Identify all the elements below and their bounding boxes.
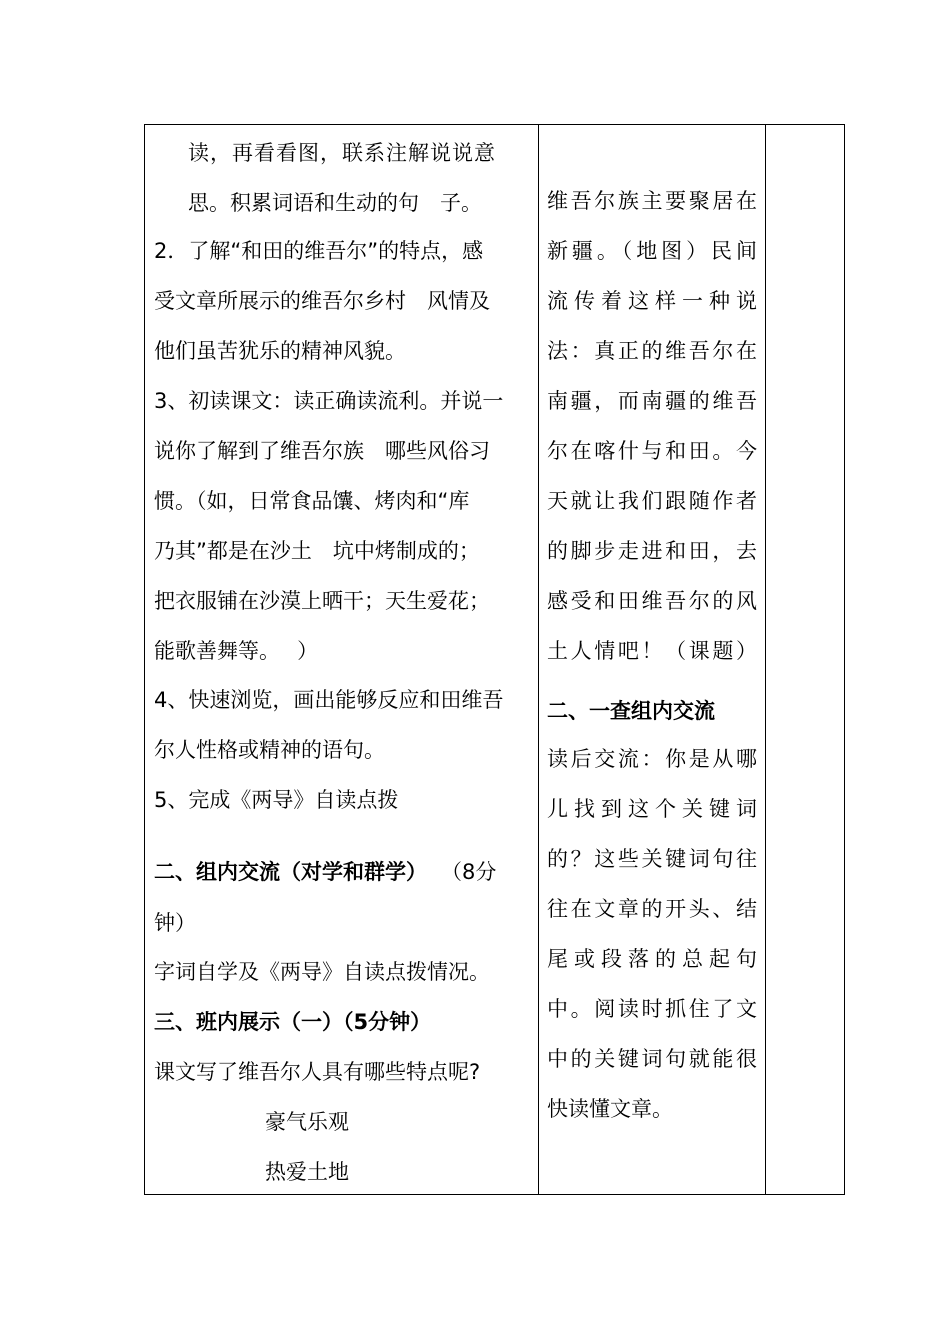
text-line: 3、初读课文：读正确读流利。并说一	[154, 389, 504, 413]
text-line: 尔人性格或精神的语句。	[154, 738, 385, 762]
text-line: 尾或段落的总起句	[547, 947, 757, 971]
text-line: 读后交流：你是从哪	[547, 747, 757, 771]
text-line: 往在文章的开头、结	[547, 897, 757, 921]
trait-item: 热爱土地	[265, 1160, 349, 1184]
section-question: 课文写了维吾尔人具有哪些特点呢?	[154, 1060, 481, 1084]
text-line: 惯。（如，日常食品馕、烤肉和“库	[154, 489, 470, 513]
text-line: 新疆。（地图）民间	[547, 239, 757, 263]
text-line: 感受和田维吾尔的风	[547, 589, 757, 613]
section-heading: 二、组内交流（对学和群学）	[154, 860, 427, 884]
text-line: 中的关键词句就能很	[547, 1047, 757, 1071]
text-line: 土人情吧！（课题）	[547, 639, 757, 663]
text-line: 维吾尔族主要聚居在	[547, 189, 757, 213]
text-line: 能歌善舞等。 ）	[154, 639, 319, 663]
text-line: 把衣服铺在沙漠上晒干；天生爱花；	[154, 589, 490, 613]
trait-item: 豪气乐观	[265, 1110, 349, 1134]
empty-third-column	[766, 125, 844, 1194]
text-line: 的？这些关键词句往	[547, 847, 757, 871]
section-body: 字词自学及《两导》自读点拨情况。	[154, 960, 490, 984]
text-line: 儿找到这个关键词	[547, 797, 757, 821]
section-heading: 三、班内展示（一）（5分钟）	[154, 1010, 432, 1034]
text-line: 他们虽苦犹乐的精神风貌。	[154, 339, 406, 363]
text-line: 说你了解到了维吾尔族 哪些风俗习	[154, 439, 490, 463]
text-line: 读，再看看图，联系注解说说意	[188, 141, 496, 165]
text-line: 快读懂文章。	[547, 1097, 673, 1121]
text-line: 5、完成《两导》自读点拨	[154, 788, 399, 812]
text-line: 的脚步走进和田，去	[547, 539, 757, 563]
text-line: 尔在喀什与和田。今	[547, 439, 757, 463]
text-line: 南疆，而南疆的维吾	[547, 389, 757, 413]
text-line: 流传着这样一种说	[547, 289, 757, 313]
text-line: 4、快速浏览，画出能够反应和田维吾	[154, 688, 504, 712]
text-line: 法：真正的维吾尔在	[547, 339, 757, 363]
section-heading: 二、一查组内交流	[547, 699, 715, 723]
section-time-continued: 钟）	[154, 911, 196, 935]
column-divider-1	[538, 125, 539, 1194]
text-line: 2．了解“和田的维吾尔”的特点，感	[154, 239, 484, 263]
text-line: 受文章所展示的维吾尔乡村 风情及	[154, 289, 490, 313]
section-time: （8分	[441, 860, 497, 884]
text-line: 中。阅读时抓住了文	[547, 997, 757, 1021]
text-line: 乃其”都是在沙土 坑中烤制成的；	[154, 539, 480, 563]
text-line: 天就让我们跟随作者	[547, 489, 757, 513]
text-line: 思。积累词语和生动的句 子。	[188, 191, 482, 215]
